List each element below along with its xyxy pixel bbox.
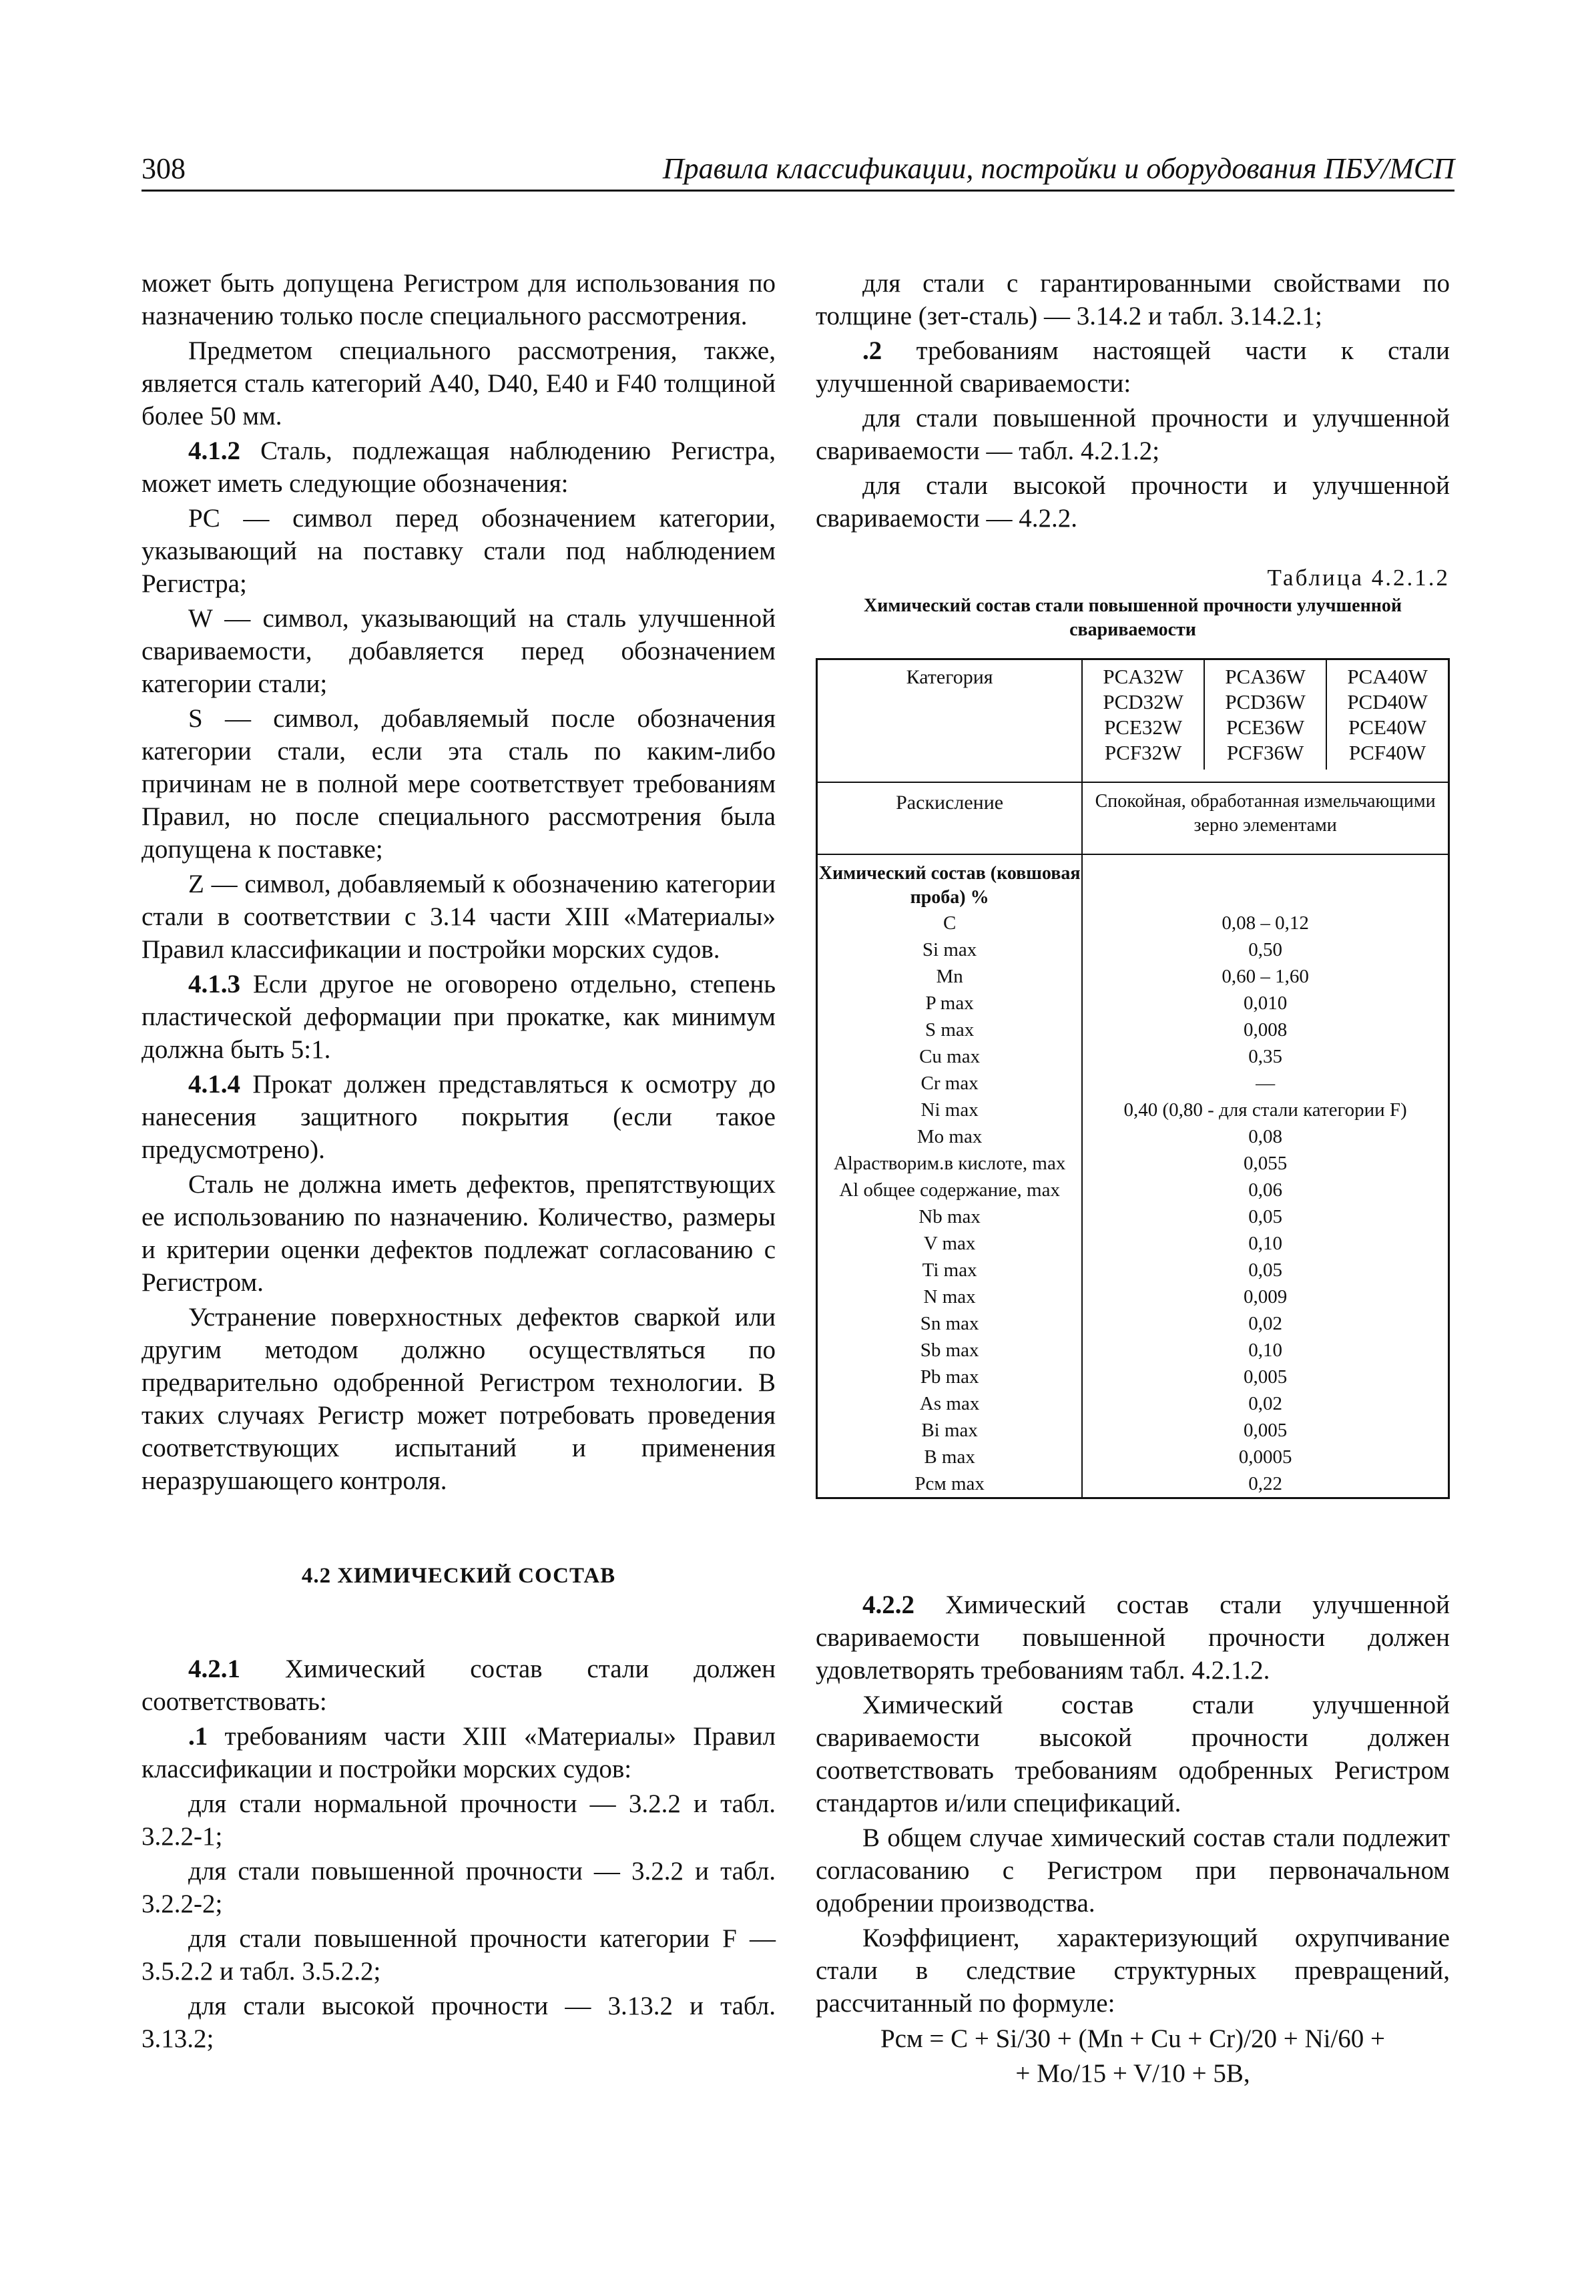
paragraph: для стали повышенной прочности — 3.2.2 и табл. 3.2.2-2;: [142, 1857, 776, 1918]
element-name: Pсм max: [914, 1473, 985, 1494]
element-name: B max: [924, 1446, 975, 1468]
paragraph-text: требованиям части XIII «Материалы» Правил классификации и постройки морских судов:: [142, 1722, 776, 1783]
clause-number: 4.1.2: [188, 437, 240, 465]
element-name: Mn: [936, 966, 963, 987]
category-column: [1204, 660, 1326, 770]
element-name: N max: [923, 1286, 976, 1308]
paragraph-text: Химический состав стали улучшенной свариваемости повышенной прочности должен удовлетворять требованиям табл. 4.2.1.2.: [816, 1591, 1450, 1685]
paragraph: может быть допущена Регистром для использования по назначению только после специального рассмотрения.: [142, 269, 776, 330]
element-value: 0,055: [1243, 1153, 1288, 1174]
category-grid: [1083, 660, 1448, 770]
deoxidation-value: Спокойная, обработанная измельчающими зерно элементами: [1082, 782, 1448, 854]
element-name: S max: [924, 1019, 975, 1041]
element-value: 0,06: [1248, 1179, 1282, 1201]
paragraph: Сталь не должна иметь дефектов, препятствующих ее использованию по назначению. Количество, размеры и критерии оценки дефектов подлежат согласованию с Регистром.: [142, 1170, 776, 1297]
element-name: Alрастворим.в кислоте, max: [833, 1153, 1066, 1174]
element-value: 0,08: [1248, 1126, 1282, 1147]
element-name: Ni max: [920, 1099, 979, 1121]
clause-number: .1: [188, 1722, 208, 1751]
paragraph-text: Если другое не оговорено отдельно, степень пластической деформации при прокатке, как минимум должна быть 5:1.: [142, 970, 776, 1064]
category-code: PCA40W: [1347, 665, 1428, 688]
running-title: Правила классификации, постройки и оборудования ПБУ/МСП: [662, 152, 1454, 185]
element-values-cell: [1082, 854, 1448, 1498]
element-value: 0,60 – 1,60: [1222, 966, 1309, 987]
clause-number: 4.2.1: [188, 1655, 240, 1683]
category-values: [1082, 659, 1448, 783]
paragraph: [142, 1068, 776, 1166]
chem-heading: Химический состав (ковшовая проба) %: [818, 863, 1081, 908]
table-row: [817, 854, 1449, 1498]
paragraph: Z — символ, добавляемый к обозначению категории стали в соответствии с 3.14 части XIII «Материалы» Правил классификации и постройки морских судов.: [142, 870, 776, 964]
element-name: Sn max: [920, 1313, 979, 1334]
element-value: 0,02: [1248, 1313, 1282, 1334]
paragraph: [142, 435, 776, 500]
element-name: Al общее содержание, max: [839, 1179, 1060, 1201]
category-code: PCD32W: [1103, 690, 1183, 713]
paragraph: для стали с гарантированными свойствами по толщине (зет-сталь) — 3.14.2 и табл. 3.14.2.1;: [816, 269, 1450, 330]
category-code: PCA32W: [1103, 665, 1183, 688]
chemical-composition-table: [816, 658, 1450, 1499]
element-value: 0,008: [1243, 1019, 1288, 1041]
paragraph: для стали нормальной прочности — 3.2.2 и табл. 3.2.2-1;: [142, 1789, 776, 1851]
category-code: PCE36W: [1226, 715, 1305, 739]
element-name: Ti max: [922, 1259, 977, 1281]
left-column: [142, 267, 776, 2057]
formula-line: + Mo/15 + V/10 + 5B,: [1015, 2059, 1250, 2088]
category-code: PCF40W: [1348, 741, 1426, 764]
element-name: V max: [923, 1233, 976, 1254]
paragraph-text: требованиям настоящей части к стали улучшенной свариваемости:: [816, 336, 1450, 398]
paragraph: В общем случае химический состав стали подлежит согласованию с Регистром при первоначальном одобрении производства.: [816, 1823, 1450, 1918]
category-code: PCD40W: [1347, 690, 1428, 713]
element-name: Bi max: [921, 1420, 978, 1441]
element-name: Mo max: [916, 1126, 983, 1147]
paragraph: Устранение поверхностных дефектов сваркой или другим методом должно осуществляться по предварительно одобренной Регистром технологии. В таких случаях Регистр может потребовать проведения соответствующих испытаний и применения неразрушающего контроля.: [142, 1303, 776, 1495]
category-code: PCF36W: [1226, 741, 1304, 764]
paragraph: Предметом специального рассмотрения, также, является сталь категорий А40, D40, E40 и F40 толщиной более 50 мм.: [142, 336, 776, 431]
element-names-cell: [817, 854, 1083, 1498]
element-value: 0,10: [1248, 1340, 1282, 1361]
element-value: 0,005: [1243, 1420, 1288, 1441]
element-value: 0,50: [1248, 939, 1282, 960]
category-code: PCA36W: [1225, 665, 1306, 688]
table-title: Химический состав стали повышенной прочности улучшенной свариваемости: [864, 595, 1402, 640]
clause-number: 4.1.3: [188, 970, 240, 998]
paragraph: для стали повышенной прочности и улучшенной свариваемости — табл. 4.2.1.2;: [816, 404, 1450, 465]
element-name: Si max: [922, 939, 977, 960]
element-value: 0,05: [1248, 1206, 1282, 1227]
clause-number: 4.1.4: [188, 1070, 240, 1099]
element-value: 0,35: [1248, 1046, 1282, 1067]
category-code: PCE32W: [1104, 715, 1183, 739]
section-title: 4.2 ХИМИЧЕСКИЙ СОСТАВ: [301, 1564, 616, 1588]
category-column: [1083, 660, 1204, 770]
paragraph: для стали повышенной прочности категории F — 3.5.2.2 и табл. 3.5.2.2;: [142, 1924, 776, 1986]
formula-line: Pсм = C + Si/30 + (Mn + Cu + Cr)/20 + Ni/60 +: [880, 2024, 1386, 2053]
paragraph: W — символ, указывающий на сталь улучшенной свариваемости, добавляется перед обозначением категории стали;: [142, 604, 776, 698]
paragraph-text: Сталь, подлежащая наблюдению Регистра, может иметь следующие обозначения:: [142, 437, 776, 498]
element-name: Cu max: [919, 1046, 981, 1067]
paragraph: [142, 968, 776, 1066]
element-name: Pb max: [920, 1366, 979, 1388]
clause-number: 4.2.2: [862, 1591, 914, 1619]
category-label: Категория: [817, 659, 1083, 783]
element-value: 0,02: [1248, 1393, 1282, 1414]
element-value: 0,010: [1243, 992, 1288, 1014]
element-value: 0,05: [1248, 1259, 1282, 1281]
table-caption: Таблица 4.2.1.2: [1267, 565, 1450, 591]
element-values: [1083, 910, 1448, 1497]
paragraph: [142, 1653, 776, 1718]
element-value: 0,08 – 0,12: [1222, 912, 1309, 934]
element-value: 0,005: [1243, 1366, 1288, 1388]
element-names: [818, 910, 1081, 1497]
paragraph: PC — символ перед обозначением категории, указывающий на поставку стали под наблюдением Регистра;: [142, 504, 776, 598]
page-number: 308: [142, 152, 186, 185]
paragraph: Химический состав стали улучшенной свариваемости высокой прочности должен соответствовать требованиям одобренных Регистром стандартов и/или спецификаций.: [816, 1691, 1450, 1817]
element-name: As max: [919, 1393, 980, 1414]
element-name: C: [943, 912, 957, 934]
element-value: 0,40 (0,80 - для стали категории F): [1123, 1099, 1407, 1121]
element-value: 0,0005: [1238, 1446, 1292, 1468]
right-column: [816, 267, 1450, 2091]
formula: [816, 2022, 1450, 2091]
paragraph: для стали высокой прочности и улучшенной свариваемости — 4.2.2.: [816, 471, 1450, 533]
paragraph: [816, 1589, 1450, 1687]
paragraph: [142, 1720, 776, 1785]
element-name: Sb max: [920, 1340, 979, 1361]
element-value: 0,10: [1248, 1233, 1282, 1254]
paragraph: для стали высокой прочности — 3.13.2 и табл. 3.13.2;: [142, 1992, 776, 2053]
running-header: [142, 152, 1454, 192]
category-code: PCF32W: [1104, 741, 1182, 764]
category-code: PCD36W: [1225, 690, 1306, 713]
clause-number: .2: [862, 336, 882, 365]
paragraph: Коэффициент, характеризующий охрупчивание стали в следствие структурных превращений, рассчитанный по формуле:: [816, 1924, 1450, 2018]
table-row: [817, 782, 1449, 854]
paragraph: [816, 334, 1450, 400]
element-value: 0,22: [1248, 1473, 1282, 1494]
paragraph-text: Прокат должен представляться к осмотру до нанесения защитного покрытия (если такое предусмотрено).: [142, 1070, 776, 1164]
category-column: [1326, 660, 1448, 770]
element-value: 0,009: [1243, 1286, 1288, 1308]
element-name: Nb max: [918, 1206, 981, 1227]
element-name: P max: [925, 992, 974, 1014]
table-row: [817, 659, 1449, 783]
paragraph: S — символ, добавляемый после обозначения категории стали, если эта сталь по каким-либо причинам не в полной мере соответствует требованиям Правил, но после специального рассмотрения была допущена к поставке;: [142, 704, 776, 864]
paragraph-text: Химический состав стали должен соответствовать:: [142, 1655, 776, 1716]
table-row: [1083, 660, 1448, 770]
element-name: Cr max: [920, 1073, 979, 1094]
element-value: —: [1256, 1073, 1276, 1094]
deoxidation-label: Раскисление: [817, 782, 1083, 854]
category-code: PCE40W: [1348, 715, 1427, 739]
